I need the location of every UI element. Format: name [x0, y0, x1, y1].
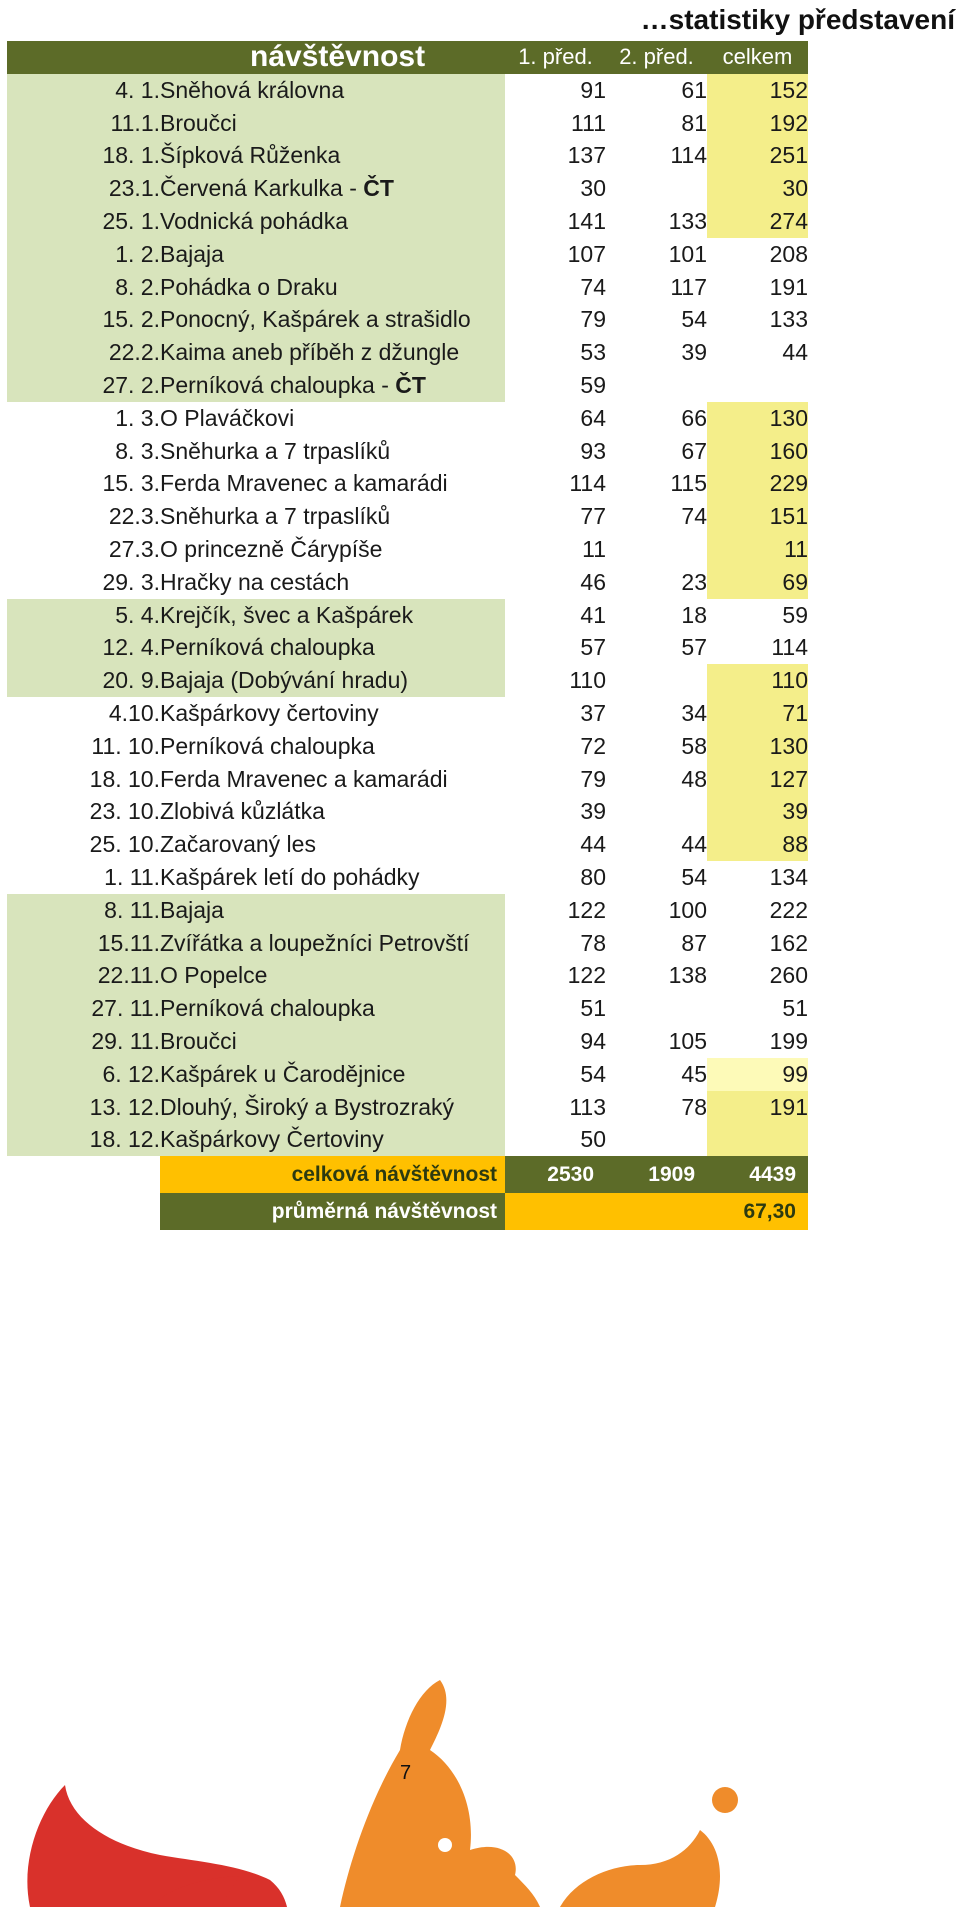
show-date: 22.11. — [7, 959, 160, 992]
show-title-tag: ČT — [363, 175, 394, 202]
table-row — [7, 861, 808, 894]
first-show-count: 77 — [505, 500, 606, 533]
show-title-text: Šípková Růženka — [160, 142, 341, 169]
table-body — [7, 74, 808, 1156]
table-row — [7, 336, 808, 369]
first-show-count: 44 — [505, 828, 606, 861]
table-row — [7, 959, 808, 992]
total-count: 99 — [707, 1058, 808, 1091]
show-title-text: Perníková chaloupka — [160, 732, 375, 759]
show-title — [160, 205, 505, 238]
second-show-count — [606, 1123, 707, 1156]
show-title-text: Perníková chaloupka — [160, 995, 375, 1022]
show-date: 27.3. — [7, 533, 160, 566]
second-show-count: 81 — [606, 107, 707, 140]
show-title-text: Sněhová královna — [160, 76, 345, 103]
show-date: 20. 9. — [7, 664, 160, 697]
show-title-tag: ČT — [395, 371, 426, 398]
total-count: 11 — [707, 533, 808, 566]
table-row — [7, 533, 808, 566]
table-row — [7, 664, 808, 697]
second-show-count: 67 — [606, 435, 707, 468]
show-date: 4. 1. — [7, 74, 160, 107]
second-show-count: 101 — [606, 238, 707, 271]
table-row — [7, 369, 808, 402]
show-title-text: Perníková chaloupka — [160, 634, 375, 661]
total-count: 191 — [707, 271, 808, 304]
show-title — [160, 303, 505, 336]
show-title — [160, 500, 505, 533]
header-title: návštěvnost — [160, 41, 505, 74]
second-show-count: 58 — [606, 730, 707, 763]
total-count: 30 — [707, 172, 808, 205]
show-title-text: Bajaja — [160, 240, 224, 267]
show-title — [160, 992, 505, 1025]
show-title — [160, 435, 505, 468]
total-count — [707, 369, 808, 402]
table-row — [7, 894, 808, 927]
first-show-count: 114 — [505, 467, 606, 500]
show-title-text: O Popelce — [160, 962, 268, 989]
table-row — [7, 402, 808, 435]
first-show-count: 50 — [505, 1123, 606, 1156]
show-date: 18. 12. — [7, 1123, 160, 1156]
show-date: 5. 4. — [7, 599, 160, 632]
page-number: 7 — [400, 1762, 412, 1784]
show-title-text: Zlobivá kůzlátka — [160, 798, 325, 825]
header-first-show: 1. před. — [505, 41, 606, 74]
table-row — [7, 172, 808, 205]
second-show-count: 34 — [606, 697, 707, 730]
show-title-text: Broučci — [160, 1027, 237, 1054]
second-show-count: 78 — [606, 1091, 707, 1124]
second-show-count — [606, 795, 707, 828]
total-second-show: 1909 — [606, 1156, 707, 1193]
show-date: 15.11. — [7, 927, 160, 960]
second-show-count: 105 — [606, 1025, 707, 1058]
show-title — [160, 369, 505, 402]
show-title — [160, 828, 505, 861]
show-title — [160, 763, 505, 796]
show-title-text: Hračky na cestách — [160, 568, 350, 595]
show-title-text: O princezně Čárypíše — [160, 535, 383, 562]
first-show-count: 41 — [505, 599, 606, 632]
show-date: 8. 2. — [7, 271, 160, 304]
first-show-count: 79 — [505, 303, 606, 336]
second-show-count: 18 — [606, 599, 707, 632]
show-date: 25. 1. — [7, 205, 160, 238]
table-row — [7, 1091, 808, 1124]
table-row — [7, 205, 808, 238]
show-title — [160, 631, 505, 664]
show-date: 29. 11. — [7, 1025, 160, 1058]
show-date: 27. 2. — [7, 369, 160, 402]
average-empty-cell — [505, 1193, 606, 1230]
average-attendance-label: průměrná návštěvnost — [160, 1193, 505, 1230]
show-date: 23. 10. — [7, 795, 160, 828]
attendance-table — [7, 41, 808, 1230]
total-count: 260 — [707, 959, 808, 992]
header-total: celkem — [707, 41, 808, 74]
show-date: 8. 3. — [7, 435, 160, 468]
show-title-text: Zvířátka a loupežníci Petrovští — [160, 929, 470, 956]
show-title — [160, 861, 505, 894]
show-date: 4.10. — [7, 697, 160, 730]
show-date: 12. 4. — [7, 631, 160, 664]
table-row — [7, 1058, 808, 1091]
total-count: 71 — [707, 697, 808, 730]
show-date: 1. 2. — [7, 238, 160, 271]
show-title — [160, 402, 505, 435]
show-title — [160, 1058, 505, 1091]
total-count: 152 — [707, 74, 808, 107]
table-row — [7, 1123, 808, 1156]
show-title-text: Kašpárkovy čertoviny — [160, 699, 379, 726]
show-title — [160, 795, 505, 828]
table-row — [7, 566, 808, 599]
table-row — [7, 435, 808, 468]
logo-orange-shape — [340, 1680, 540, 1907]
show-title — [160, 74, 505, 107]
first-show-count: 80 — [505, 861, 606, 894]
logo-white-eye — [438, 1838, 452, 1852]
show-date: 22.3. — [7, 500, 160, 533]
show-date: 18. 1. — [7, 139, 160, 172]
total-count: 134 — [707, 861, 808, 894]
table-header-row — [7, 41, 808, 74]
show-title — [160, 238, 505, 271]
total-count: 274 — [707, 205, 808, 238]
second-show-count: 74 — [606, 500, 707, 533]
show-title-text: O Plaváčkovi — [160, 404, 295, 431]
first-show-count: 46 — [505, 566, 606, 599]
show-date: 18. 10. — [7, 763, 160, 796]
first-show-count: 107 — [505, 238, 606, 271]
first-show-count: 91 — [505, 74, 606, 107]
first-show-count: 53 — [505, 336, 606, 369]
second-show-count — [606, 664, 707, 697]
show-title — [160, 139, 505, 172]
show-title — [160, 730, 505, 763]
show-title — [160, 1025, 505, 1058]
first-show-count: 93 — [505, 435, 606, 468]
show-date: 6. 12. — [7, 1058, 160, 1091]
first-show-count: 57 — [505, 631, 606, 664]
total-count — [707, 1123, 808, 1156]
total-count: 192 — [707, 107, 808, 140]
header-date-cell — [7, 41, 160, 74]
show-title-text: Ferda Mravenec a kamarádi — [160, 470, 448, 497]
total-count: 151 — [707, 500, 808, 533]
show-title-text: Pohádka o Draku — [160, 273, 338, 300]
total-count: 114 — [707, 631, 808, 664]
first-show-count: 122 — [505, 959, 606, 992]
show-title-text: Krejčík, švec a Kašpárek — [160, 601, 414, 628]
total-count: 162 — [707, 927, 808, 960]
show-title-text: Perníková chaloupka - — [160, 371, 396, 398]
show-date: 11. 10. — [7, 730, 160, 763]
total-count: 133 — [707, 303, 808, 336]
logo-orange-wave — [560, 1830, 720, 1907]
second-show-count — [606, 992, 707, 1025]
table-row — [7, 500, 808, 533]
second-show-count: 133 — [606, 205, 707, 238]
first-show-count: 72 — [505, 730, 606, 763]
logo-red-shape — [27, 1785, 287, 1907]
show-date: 23.1. — [7, 172, 160, 205]
second-show-count: 138 — [606, 959, 707, 992]
table-row — [7, 107, 808, 140]
total-count: 59 — [707, 599, 808, 632]
first-show-count: 64 — [505, 402, 606, 435]
show-title — [160, 927, 505, 960]
table-row — [7, 238, 808, 271]
total-first-show: 2530 — [505, 1156, 606, 1193]
show-title — [160, 271, 505, 304]
total-count: 44 — [707, 336, 808, 369]
second-show-count: 54 — [606, 861, 707, 894]
total-count: 88 — [707, 828, 808, 861]
show-title — [160, 533, 505, 566]
total-count: 251 — [707, 139, 808, 172]
show-date: 11.1. — [7, 107, 160, 140]
first-show-count: 39 — [505, 795, 606, 828]
second-show-count: 100 — [606, 894, 707, 927]
total-count: 127 — [707, 763, 808, 796]
show-date: 15. 3. — [7, 467, 160, 500]
table-row — [7, 467, 808, 500]
page-heading: …statistiky představení — [640, 4, 955, 35]
show-title — [160, 959, 505, 992]
show-title — [160, 566, 505, 599]
second-show-count: 87 — [606, 927, 707, 960]
second-show-count — [606, 369, 707, 402]
first-show-count: 78 — [505, 927, 606, 960]
second-show-count: 66 — [606, 402, 707, 435]
show-title — [160, 172, 505, 205]
logo-orange-dot — [712, 1787, 738, 1813]
table-row — [7, 763, 808, 796]
show-title-text: Bajaja — [160, 896, 224, 923]
first-show-count: 122 — [505, 894, 606, 927]
show-date: 1. 3. — [7, 402, 160, 435]
show-title — [160, 697, 505, 730]
table-row — [7, 271, 808, 304]
second-show-count — [606, 533, 707, 566]
total-count: 130 — [707, 730, 808, 763]
total-count: 222 — [707, 894, 808, 927]
show-title — [160, 599, 505, 632]
total-count: 160 — [707, 435, 808, 468]
show-title-text: Začarovaný les — [160, 831, 316, 858]
second-show-count: 115 — [606, 467, 707, 500]
show-date: 25. 10. — [7, 828, 160, 861]
total-attendance-label: celková návštěvnost — [160, 1156, 505, 1193]
second-show-count: 39 — [606, 336, 707, 369]
show-date: 22.2. — [7, 336, 160, 369]
show-date: 15. 2. — [7, 303, 160, 336]
show-title — [160, 107, 505, 140]
total-count: 130 — [707, 402, 808, 435]
second-show-count: 61 — [606, 74, 707, 107]
total-count: 51 — [707, 992, 808, 1025]
show-date: 13. 12. — [7, 1091, 160, 1124]
table-row — [7, 927, 808, 960]
total-overall: 4439 — [707, 1156, 808, 1193]
average-spacer — [7, 1193, 160, 1230]
show-title-text: Kašpárek u Čarodějnice — [160, 1060, 406, 1087]
show-title-text: Vodnická pohádka — [160, 207, 348, 234]
show-title — [160, 336, 505, 369]
first-show-count: 54 — [505, 1058, 606, 1091]
show-title — [160, 1091, 505, 1124]
show-title-text: Bajaja (Dobývání hradu) — [160, 667, 409, 694]
first-show-count: 37 — [505, 697, 606, 730]
show-title-text: Ferda Mravenec a kamarádi — [160, 765, 448, 792]
second-show-count: 23 — [606, 566, 707, 599]
table-row — [7, 303, 808, 336]
show-title — [160, 467, 505, 500]
first-show-count: 113 — [505, 1091, 606, 1124]
table-row — [7, 730, 808, 763]
table-row — [7, 1025, 808, 1058]
show-title — [160, 894, 505, 927]
show-title-text: Dlouhý, Široký a Bystrozraký — [160, 1093, 454, 1120]
table-row — [7, 139, 808, 172]
first-show-count: 11 — [505, 533, 606, 566]
show-title — [160, 1123, 505, 1156]
total-count: 208 — [707, 238, 808, 271]
second-show-count — [606, 172, 707, 205]
show-title-text: Ponocný, Kašpárek a strašidlo — [160, 306, 471, 333]
average-empty-cell — [606, 1193, 707, 1230]
second-show-count: 114 — [606, 139, 707, 172]
first-show-count: 51 — [505, 992, 606, 1025]
show-title-text: Kašpárkovy Čertoviny — [160, 1126, 384, 1153]
total-count: 191 — [707, 1091, 808, 1124]
second-show-count: 45 — [606, 1058, 707, 1091]
total-attendance-row — [7, 1156, 808, 1193]
first-show-count: 94 — [505, 1025, 606, 1058]
average-value: 67,30 — [707, 1193, 808, 1230]
first-show-count: 110 — [505, 664, 606, 697]
total-count: 199 — [707, 1025, 808, 1058]
second-show-count: 54 — [606, 303, 707, 336]
first-show-count: 74 — [505, 271, 606, 304]
show-title — [160, 664, 505, 697]
show-title-text: Kaima aneb příběh z džungle — [160, 339, 460, 366]
show-date: 8. 11. — [7, 894, 160, 927]
total-count: 110 — [707, 664, 808, 697]
show-title-text: Sněhurka a 7 trpaslíků — [160, 437, 391, 464]
table-row — [7, 74, 808, 107]
show-title-text: Sněhurka a 7 trpaslíků — [160, 503, 391, 530]
table-row — [7, 631, 808, 664]
show-date: 27. 11. — [7, 992, 160, 1025]
total-count: 69 — [707, 566, 808, 599]
table-row — [7, 992, 808, 1025]
show-title-text: Červená Karkulka - — [160, 175, 364, 202]
show-date: 1. 11. — [7, 861, 160, 894]
table-row — [7, 828, 808, 861]
total-count: 229 — [707, 467, 808, 500]
second-show-count: 117 — [606, 271, 707, 304]
table-row — [7, 697, 808, 730]
first-show-count: 59 — [505, 369, 606, 402]
show-date: 29. 3. — [7, 566, 160, 599]
first-show-count: 141 — [505, 205, 606, 238]
theatre-logo-icon — [0, 1640, 960, 1907]
first-show-count: 111 — [505, 107, 606, 140]
first-show-count: 137 — [505, 139, 606, 172]
average-attendance-row — [7, 1193, 808, 1230]
total-count: 39 — [707, 795, 808, 828]
header-second-show: 2. před. — [606, 41, 707, 74]
show-title-text: Broučci — [160, 109, 237, 136]
table-row — [7, 599, 808, 632]
first-show-count: 30 — [505, 172, 606, 205]
total-spacer — [7, 1156, 160, 1193]
second-show-count: 44 — [606, 828, 707, 861]
table-row — [7, 795, 808, 828]
show-title-text: Kašpárek letí do pohádky — [160, 863, 420, 890]
second-show-count: 57 — [606, 631, 707, 664]
second-show-count: 48 — [606, 763, 707, 796]
first-show-count: 79 — [505, 763, 606, 796]
